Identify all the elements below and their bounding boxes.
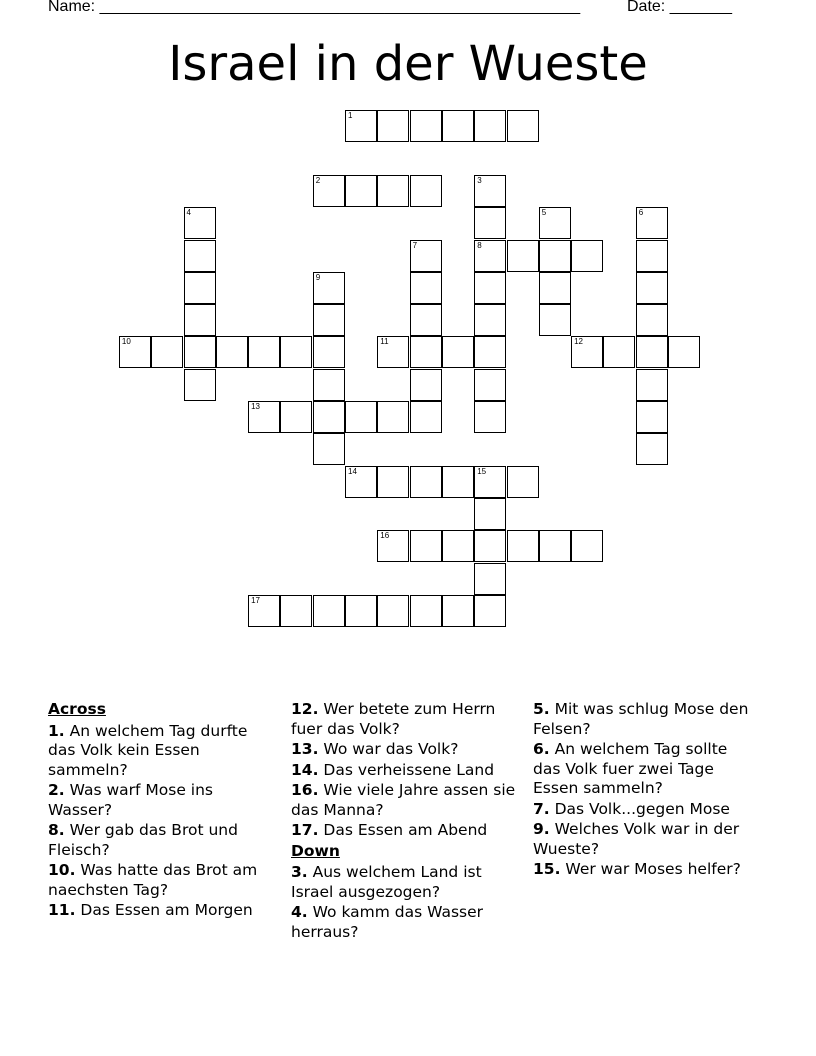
crossword-cell[interactable] <box>410 240 442 272</box>
crossword-cell[interactable] <box>474 498 506 530</box>
crossword-cell[interactable] <box>216 336 248 368</box>
crossword-cell[interactable] <box>474 240 506 272</box>
crossword-cell[interactable] <box>345 401 377 433</box>
crossword-cell[interactable] <box>539 240 571 272</box>
crossword-cell[interactable] <box>474 175 506 207</box>
clue-number: 5 <box>541 208 547 218</box>
crossword-cell[interactable] <box>313 369 345 401</box>
crossword-cell[interactable] <box>345 595 377 627</box>
clue-item-text: Mit was schlug Mose den Felsen? <box>533 700 749 738</box>
clue-item <box>291 863 523 902</box>
clue-item-text: Was warf Mose ins Wasser? <box>48 781 213 819</box>
crossword-cell[interactable] <box>474 369 506 401</box>
crossword-cell[interactable] <box>313 304 345 336</box>
clue-item-number: 16. <box>291 781 319 799</box>
crossword-cell[interactable] <box>248 401 280 433</box>
clue-number: 11 <box>380 337 389 347</box>
clue-item-text: Wie viele Jahre assen sie das Manna? <box>291 781 516 819</box>
crossword-cell[interactable] <box>410 110 442 142</box>
clue-item-number: 14. <box>291 760 319 779</box>
clue-number: 12 <box>574 337 583 347</box>
clue-item-text: Wo war das Volk? <box>318 740 459 758</box>
clue-item-text: An welchem Tag sollte das Volk fuer zwei Tage Essen sammeln? <box>533 740 728 797</box>
crossword-cell[interactable] <box>539 207 571 239</box>
crossword-cell[interactable] <box>474 207 506 239</box>
clue-item <box>291 903 523 942</box>
crossword-cell[interactable] <box>410 595 442 627</box>
crossword-cell[interactable] <box>184 207 216 239</box>
crossword-cell[interactable] <box>184 272 216 304</box>
crossword-cell[interactable] <box>313 175 345 207</box>
crossword-cell[interactable] <box>280 401 312 433</box>
clue-item <box>48 781 278 820</box>
clue-item <box>533 800 758 820</box>
clue-item-number: 8. <box>48 821 65 839</box>
crossword-cell[interactable] <box>442 110 474 142</box>
crossword-cell[interactable] <box>474 530 506 562</box>
crossword-cell[interactable] <box>377 175 409 207</box>
crossword-cell[interactable] <box>636 401 668 433</box>
crossword-cell[interactable] <box>539 272 571 304</box>
clue-item-number: 11. <box>48 901 76 919</box>
clue-item-text: Das Essen am Abend <box>318 821 488 839</box>
clue-item-number: 7. <box>533 799 550 818</box>
crossword-cell[interactable] <box>313 336 345 368</box>
crossword-cell[interactable] <box>474 401 506 433</box>
crossword-cell[interactable] <box>603 336 635 368</box>
clue-number: 17 <box>251 595 260 605</box>
clue-item <box>291 821 523 841</box>
clue-number: 7 <box>412 240 418 250</box>
crossword-cell[interactable] <box>636 433 668 465</box>
clue-item-number: 4. <box>291 903 308 921</box>
crossword-cell[interactable] <box>474 595 506 627</box>
clue-item <box>533 740 758 799</box>
crossword-cell[interactable] <box>184 369 216 401</box>
crossword-cell[interactable] <box>474 466 506 498</box>
clue-number: 2 <box>315 175 321 185</box>
page-title: Israel in der Wueste <box>168 36 648 92</box>
crossword-cell[interactable] <box>377 401 409 433</box>
crossword-cell[interactable] <box>474 304 506 336</box>
clue-item <box>48 722 278 781</box>
name-field-label: Name: ______________________________________________________ <box>48 0 581 15</box>
crossword-cell[interactable] <box>410 336 442 368</box>
clue-number: 8 <box>477 240 482 250</box>
crossword-cell[interactable] <box>248 595 280 627</box>
clue-item-text: Das Essen am Morgen <box>75 901 253 919</box>
crossword-cell[interactable] <box>313 401 345 433</box>
crossword-cell[interactable] <box>377 336 409 368</box>
crossword-cell[interactable] <box>442 466 474 498</box>
crossword-cell[interactable] <box>184 304 216 336</box>
clue-item-number: 2. <box>48 781 65 799</box>
crossword-cell[interactable] <box>184 336 216 368</box>
crossword-cell[interactable] <box>410 304 442 336</box>
crossword-cell[interactable] <box>377 595 409 627</box>
clue-column-3 <box>533 700 758 881</box>
crossword-cell[interactable] <box>636 272 668 304</box>
clue-item-text: Das verheissene Land <box>318 760 495 779</box>
clue-number: 9 <box>315 272 321 282</box>
section-heading: Across <box>48 700 106 718</box>
clue-item <box>48 821 278 860</box>
clue-item-number: 10. <box>48 861 76 879</box>
crossword-cell[interactable] <box>410 466 442 498</box>
crossword-cell[interactable] <box>248 336 280 368</box>
crossword-cell[interactable] <box>571 336 603 368</box>
clue-item-number: 15. <box>533 860 561 878</box>
clue-item-text: Welches Volk war in der Wueste? <box>533 820 740 858</box>
clue-item <box>291 781 523 820</box>
clue-item <box>533 820 758 859</box>
crossword-cell[interactable] <box>442 336 474 368</box>
crossword-cell[interactable] <box>636 207 668 239</box>
clue-item <box>533 700 758 739</box>
crossword-cell[interactable] <box>539 304 571 336</box>
crossword-cell[interactable] <box>410 272 442 304</box>
clue-item-number: 13. <box>291 740 319 758</box>
clue-number: 1 <box>348 111 353 121</box>
crossword-cell[interactable] <box>410 175 442 207</box>
section-heading: Down <box>291 841 340 860</box>
crossword-cell[interactable] <box>474 563 506 595</box>
crossword-cell[interactable] <box>313 272 345 304</box>
clue-item-number: 3. <box>291 863 308 881</box>
crossword-cell[interactable] <box>377 110 409 142</box>
clue-item-number: 5. <box>533 700 550 718</box>
crossword-cell[interactable] <box>313 433 345 465</box>
clue-column-1 <box>48 700 278 922</box>
crossword-cell[interactable] <box>377 466 409 498</box>
clue-item-number: 12. <box>291 700 319 718</box>
crossword-cell[interactable] <box>345 175 377 207</box>
crossword-cell[interactable] <box>280 336 312 368</box>
crossword-cell[interactable] <box>184 240 216 272</box>
crossword-cell[interactable] <box>410 369 442 401</box>
date-field-label: Date: _______ <box>627 0 732 15</box>
crossword-cell[interactable] <box>410 401 442 433</box>
clue-column-2 <box>291 700 523 943</box>
clue-item <box>291 740 523 760</box>
clue-item-text: Wer gab das Brot und Fleisch? <box>48 821 238 859</box>
clue-item-text: An welchem Tag durfte das Volk kein Essen sammeln? <box>48 721 248 779</box>
crossword-cell[interactable] <box>507 466 539 498</box>
clue-number: 6 <box>638 208 644 218</box>
clue-item <box>48 861 278 900</box>
crossword-cell[interactable] <box>636 369 668 401</box>
crossword-cell[interactable] <box>474 336 506 368</box>
clue-number: 4 <box>186 208 191 218</box>
clue-item-text: Wer war Moses helfer? <box>560 860 741 878</box>
clue-item <box>48 901 278 921</box>
crossword-cell[interactable] <box>507 240 539 272</box>
clue-item-number: 17. <box>291 821 319 839</box>
clue-number: 10 <box>121 337 131 347</box>
crossword-cell[interactable] <box>636 304 668 336</box>
clue-number: 14 <box>348 466 357 476</box>
clue-item <box>291 761 523 781</box>
clue-item-text: Wo kamm das Wasser herraus? <box>291 903 484 941</box>
crossword-cell[interactable] <box>507 530 539 562</box>
crossword-cell[interactable] <box>442 530 474 562</box>
crossword-cell[interactable] <box>668 336 700 368</box>
crossword-cell[interactable] <box>571 530 603 562</box>
clue-item-text: Das Volk...gegen Mose <box>549 799 730 818</box>
clue-item-number: 9. <box>533 820 550 838</box>
crossword-cell[interactable] <box>474 110 506 142</box>
crossword-cell[interactable] <box>151 336 183 368</box>
crossword-cell[interactable] <box>119 336 151 368</box>
crossword-cell[interactable] <box>345 466 377 498</box>
crossword-cell[interactable] <box>442 595 474 627</box>
clue-item-text: Wer betete zum Herrn fuer das Volk? <box>291 700 496 738</box>
crossword-cell[interactable] <box>474 272 506 304</box>
clue-number: 3 <box>477 175 482 185</box>
crossword-cell[interactable] <box>410 530 442 562</box>
clue-number: 13 <box>251 402 260 411</box>
clue-number: 15 <box>477 466 487 476</box>
crossword-cell[interactable] <box>345 110 377 142</box>
clue-number: 16 <box>380 531 390 541</box>
crossword-cell[interactable] <box>571 240 603 272</box>
clue-item <box>533 860 758 880</box>
crossword-cell[interactable] <box>313 595 345 627</box>
crossword-cell[interactable] <box>539 530 571 562</box>
crossword-cell[interactable] <box>636 336 668 368</box>
clue-item-text: Aus welchem Land ist Israel ausgezogen? <box>291 863 482 901</box>
clue-item-number: 1. <box>48 721 65 740</box>
crossword-cell[interactable] <box>377 530 409 562</box>
crossword-cell[interactable] <box>507 110 539 142</box>
crossword-cell[interactable] <box>636 240 668 272</box>
clue-item <box>291 700 523 739</box>
clue-item-number: 6. <box>533 740 550 758</box>
clue-item-text: Was hatte das Brot am naechsten Tag? <box>48 861 258 899</box>
crossword-cell[interactable] <box>280 595 312 627</box>
